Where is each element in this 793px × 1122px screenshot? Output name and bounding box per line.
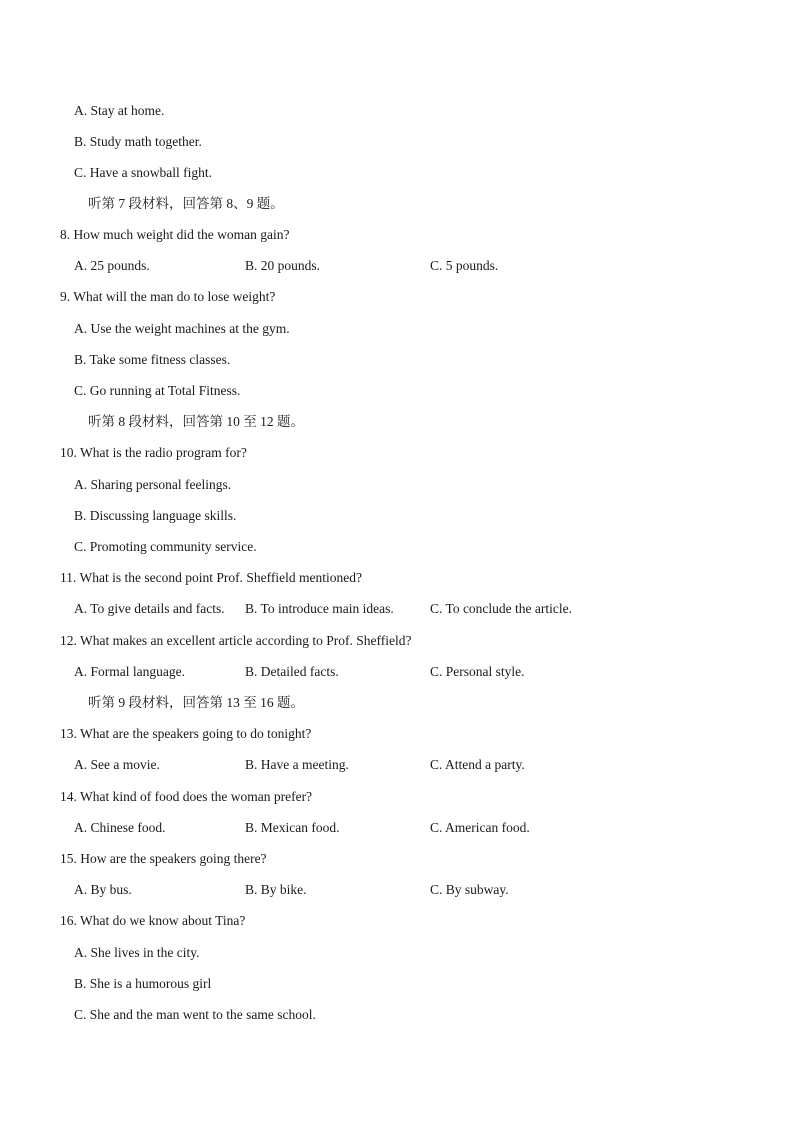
q15-option-c: C. By subway.: [430, 882, 509, 897]
q10-option-c: C. Promoting community service.: [74, 539, 257, 554]
q13-option-a: A. See a movie.: [74, 757, 160, 772]
q8-option-a: A. 25 pounds.: [74, 258, 150, 273]
q10-option-a: A. Sharing personal feelings.: [74, 477, 232, 492]
section-instruction-8: 听第 8 段材料，回答第 10 至 12 题。: [88, 414, 304, 429]
question-12: 12. What makes an excellent article according to Prof. Sheffield?: [60, 633, 412, 648]
question-10: 10. What is the radio program for?: [60, 445, 247, 460]
q13-option-c: C. Attend a party.: [430, 757, 525, 772]
option-b: B. Study math together.: [74, 134, 202, 149]
q15-option-a: A. By bus.: [74, 882, 132, 897]
q9-option-a: A. Use the weight machines at the gym.: [74, 321, 290, 336]
q11-option-a: A. To give details and facts.: [74, 601, 225, 616]
q9-option-c: C. Go running at Total Fitness.: [74, 383, 241, 398]
question-14: 14. What kind of food does the woman prefer?: [60, 789, 313, 804]
section-instruction-7: 听第 7 段材料，回答第 8、9 题。: [88, 196, 284, 211]
q8-option-b: B. 20 pounds.: [245, 258, 321, 273]
q14-option-c: C. American food.: [430, 820, 530, 835]
option-a: A. Stay at home.: [74, 103, 165, 118]
q12-option-a: A. Formal language.: [74, 664, 185, 679]
q14-option-b: B. Mexican food.: [245, 820, 340, 835]
q10-option-b: B. Discussing language skills.: [74, 508, 237, 523]
q12-option-c: C. Personal style.: [430, 664, 525, 679]
q11-option-b: B. To introduce main ideas.: [245, 601, 394, 616]
q11-option-c: C. To conclude the article.: [430, 601, 573, 616]
question-13: 13. What are the speakers going to do tonight?: [60, 726, 312, 741]
option-c: C. Have a snowball fight.: [74, 165, 212, 180]
question-16: 16. What do we know about Tina?: [60, 913, 246, 928]
q15-option-b: B. By bike.: [245, 882, 307, 897]
q12-option-b: B. Detailed facts.: [245, 664, 339, 679]
question-11: 11. What is the second point Prof. Sheffield mentioned?: [60, 570, 362, 585]
q16-option-c: C. She and the man went to the same school.: [74, 1007, 316, 1022]
question-15: 15. How are the speakers going there?: [60, 851, 267, 866]
q16-option-b: B. She is a humorous girl: [74, 976, 212, 991]
q13-option-b: B. Have a meeting.: [245, 757, 349, 772]
question-8: 8. How much weight did the woman gain?: [60, 227, 290, 242]
q16-option-a: A. She lives in the city.: [74, 945, 200, 960]
q14-option-a: A. Chinese food.: [74, 820, 166, 835]
question-9: 9. What will the man do to lose weight?: [60, 289, 276, 304]
q8-option-c: C. 5 pounds.: [430, 258, 499, 273]
q9-option-b: B. Take some fitness classes.: [74, 352, 231, 367]
section-instruction-9: 听第 9 段材料，回答第 13 至 16 题。: [88, 695, 304, 710]
